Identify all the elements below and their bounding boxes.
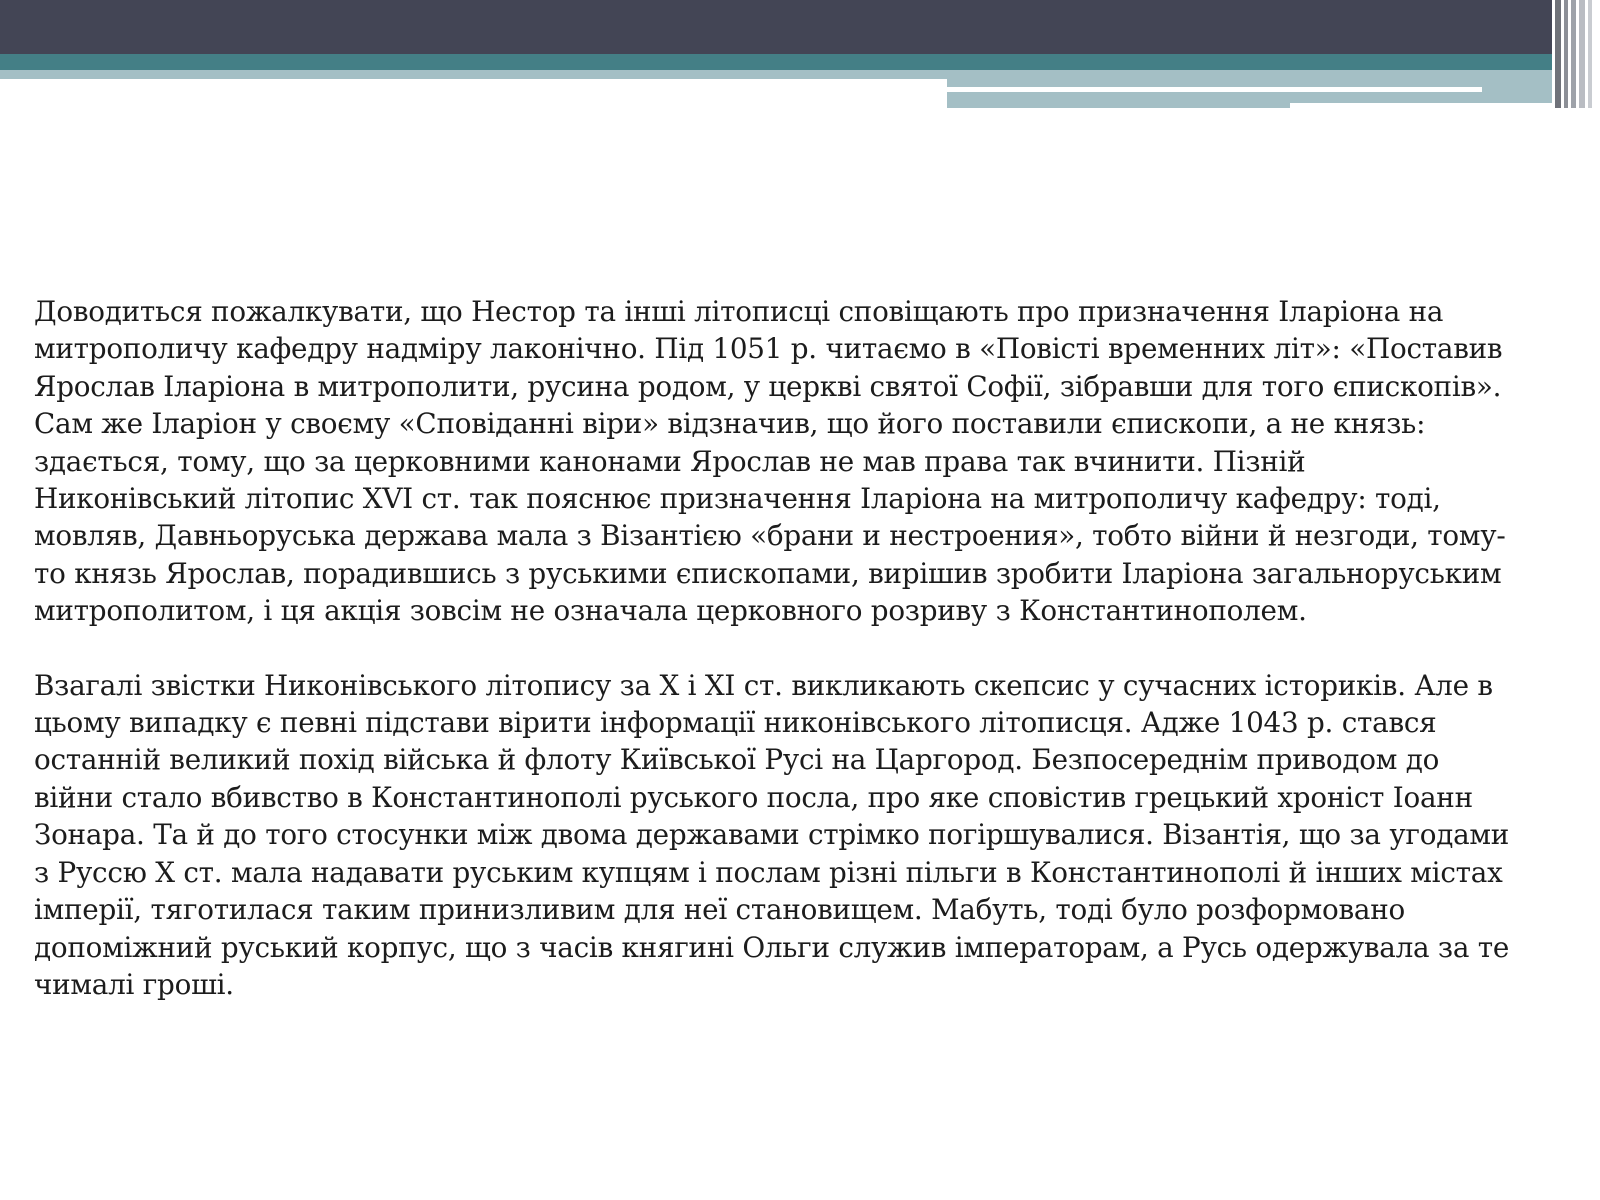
slide-body <box>34 293 1534 1003</box>
edge-stripes-decoration <box>1552 0 1600 108</box>
header-band-dark <box>0 0 1552 54</box>
header-accent-line <box>947 87 1482 92</box>
header-band-teal <box>0 54 1552 70</box>
paragraph-1: Доводиться пожалкувати, що Нестор та інші літописці сповіщають про призначення Іларіона на митрополичу кафедру надміру лаконічно. Під 1051 р. читаємо в «Повісті временних літ»: «Поставив Ярослав Іларіона в митрополити, русина родом, у церкві святої Софії, зібравши для того єпископів». Сам же Іларіон у своєму «Сповіданні віри» відзначив, що його поставили єпископи, а не князь: здається, тому, що за церковними канонами Ярослав не мав права так вчинити. Пізній Никонівський літопис XVI ст. так пояснює призначення Іларіона на митрополичу кафедру: тоді, мовляв, Давньоруська держава мала з Візантією «брани и нестроения», тобто війни й незгоди, тому- то князь Ярослав, порадившись з руськими єпископами, вирішив зробити Іларіона загальноруським митрополитом, і ця акція зовсім не означала церковного розриву з Константинополем. <box>34 295 1506 628</box>
header-accent-line-short <box>1290 103 1552 108</box>
header-band-light-right <box>947 70 1552 86</box>
paragraph-2: Взагалі звістки Никонівського літопису за X і XI ст. викликають скепсис у сучасних істориків. Але в цьому випадку є певні підстави вірити інформації никонівського літописця. Адже 1043 р. стався останній великий похід війська й флоту Київської Русі на Царгород. Безпосереднім приводом до війни стало вбивство в Константинополі руського посла, про яке сповістив грецький хроніст Іоанн Зонара. Та й до того стосунки між двома державами стрімко погіршувалися. Візантія, що за угодами з Руссю X ст. мала надавати руським купцям і послам різні пільги в Константинополі й інших містах імперії, тяготилася таким принизливим для неї становищем. Мабуть, тоді було розформовано допоміжний руський корпус, що з часів княгині Ольги служив імператорам, а Русь одержувала за те чималі гроші. <box>34 668 1510 1001</box>
header-band-light-left <box>0 70 947 79</box>
